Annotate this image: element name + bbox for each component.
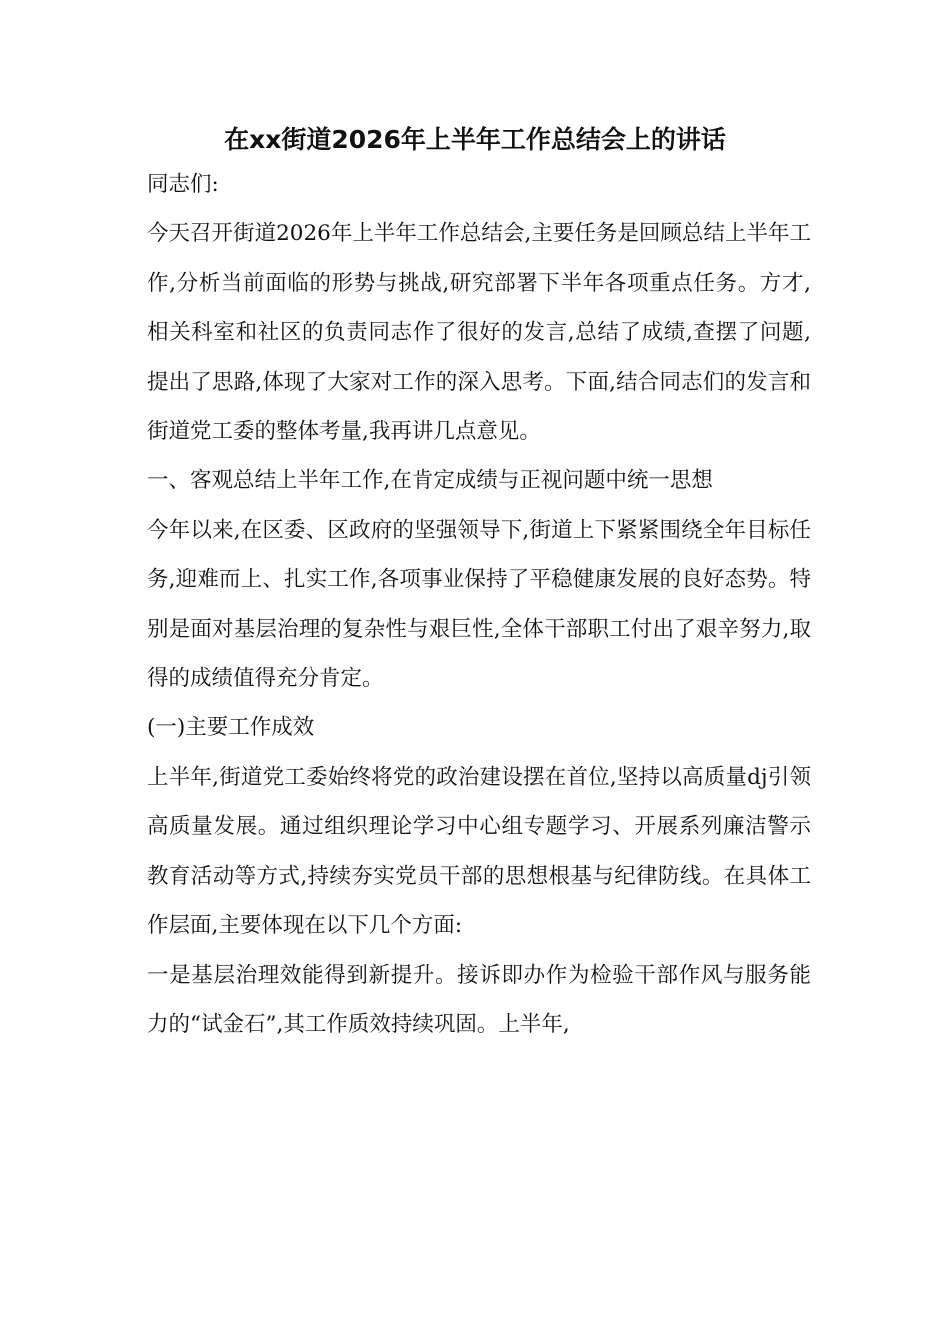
- paragraph-governance: 一是基层治理效能得到新提升。接诉即办作为检验干部作风与服务能力的“试金石”,其工作质效持续巩固。上半年,: [147, 962, 811, 1037]
- paragraph-intro: 今天召开街道2026年上半年工作总结会,主要任务是回顾总结上半年工作,分析当前面临的形势与挑战,研究部署下半年各项重点任务。方才,相关科室和社区的负责同志作了很好的发言,总结了成绩,查摆了问题,提出了思路,体现了大家对工作的深入思考。下面,结合同志们的发言和街道党工委的整体考量,我再讲几点意见。: [147, 221, 811, 445]
- paragraph-achievements: 今年以来,在区委、区政府的坚强领导下,街道上下紧紧围绕全年目标任务,迎难而上、扎实工作,各项事业保持了平稳健康发展的良好态势。特别是面对基层治理的复杂性与艰巨性,全体干部职工付出了艰辛努力,取得的成绩值得充分肯定。: [147, 517, 811, 692]
- subsection-heading-1: (一)主要工作成效: [147, 715, 315, 741]
- section-heading-1: 一、客观总结上半年工作,在肯定成绩与正视问题中统一思想: [147, 468, 713, 494]
- paragraph-party-building: 上半年,街道党工委始终将党的政治建设摆在首位,坚持以高质量dj引领高质量发展。通过组织理论学习中心组专题学习、开展系列廉洁警示教育活动等方式,持续夯实党员干部的思想根基与纪律防线。在具体工作层面,主要体现在以下几个方面:: [147, 764, 811, 939]
- document-title: 在xx街道2026年上半年工作总结会上的讲话: [224, 125, 726, 154]
- greeting: 同志们:: [147, 172, 219, 197]
- document-body: [147, 160, 811, 1049]
